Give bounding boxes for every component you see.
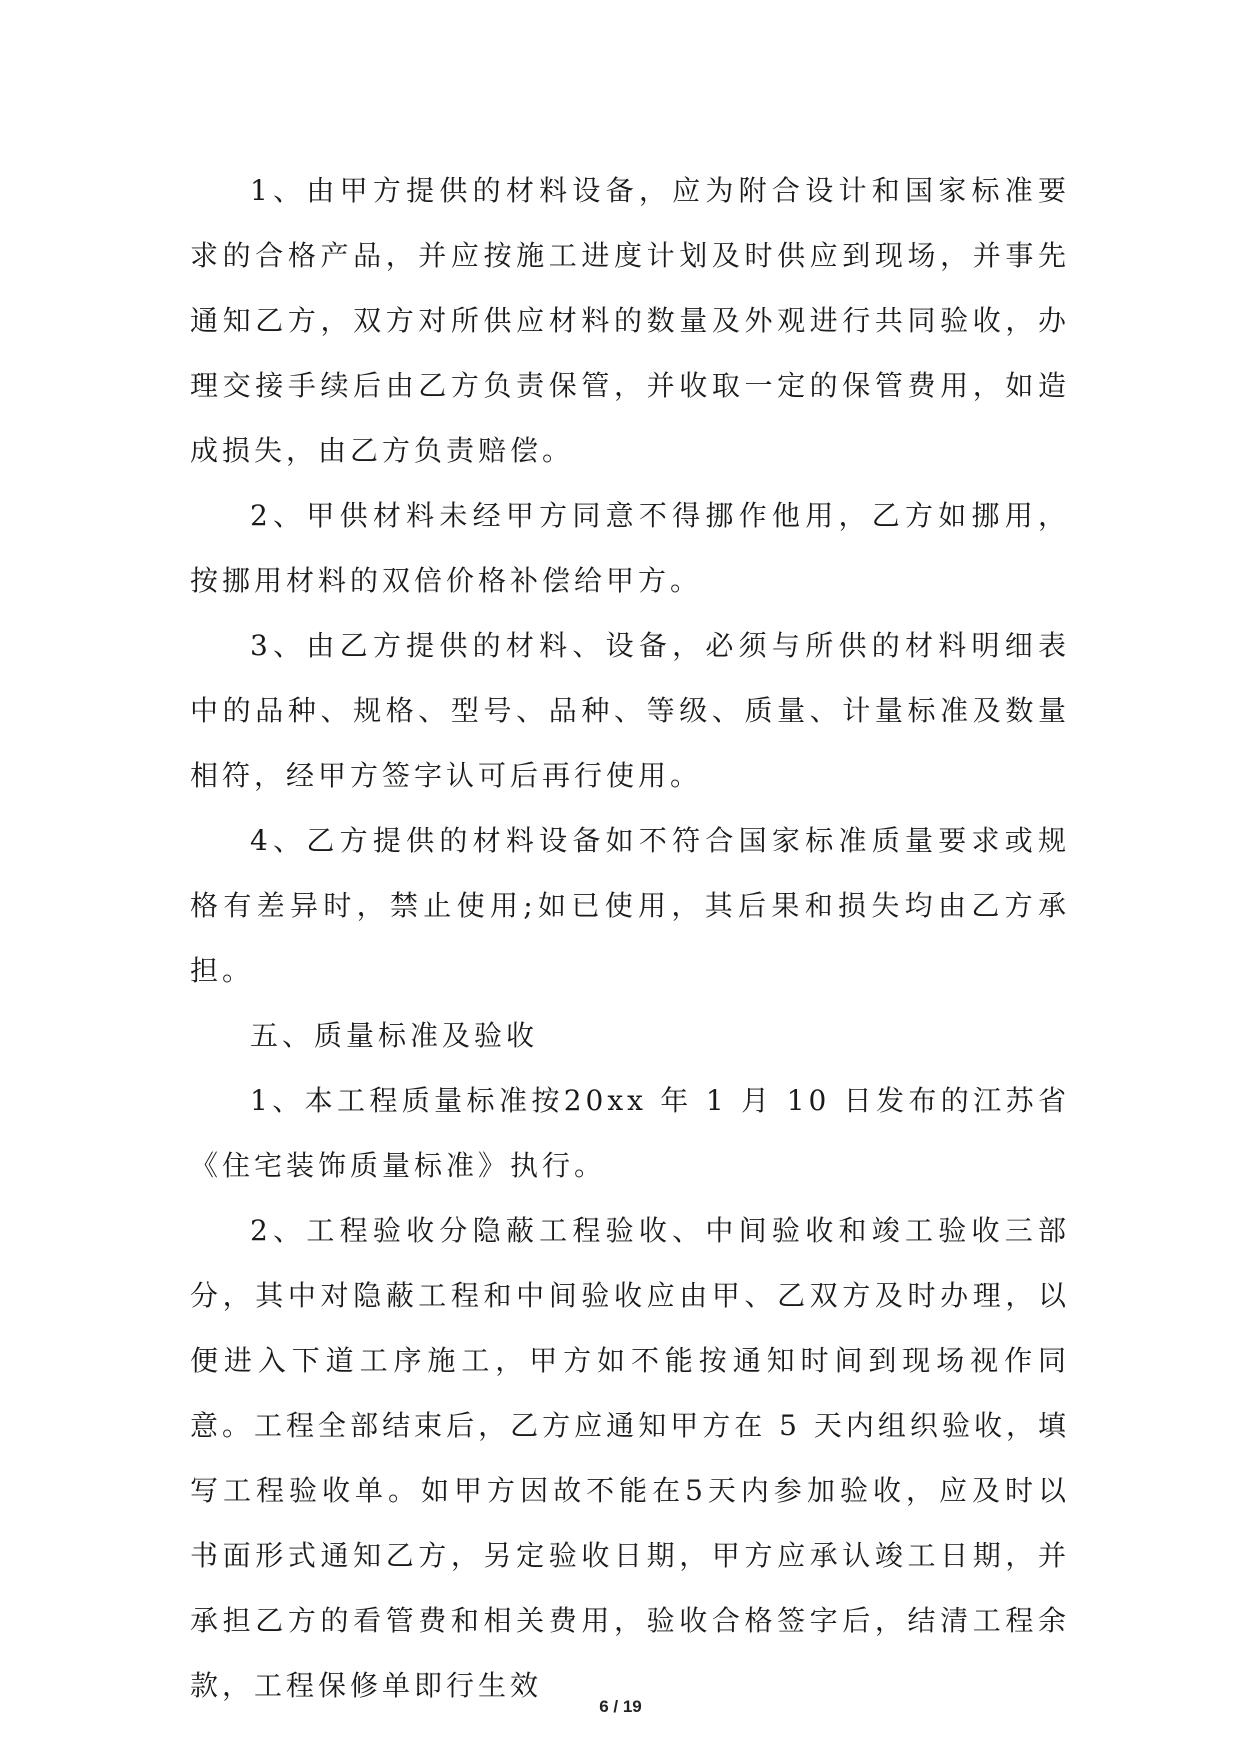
paragraph-3: 3、由乙方提供的材料、设备，必须与所供的材料明细表中的品种、规格、型号、品种、等级、质量、计量标准及数量相符，经甲方签字认可后再行使用。 [190, 629, 1070, 792]
paragraph-2: 2、甲供材料未经甲方同意不得挪作他用，乙方如挪用，按挪用材料的双倍价格补偿给甲方。 [190, 499, 1070, 597]
paragraph-6: 2、工程验收分隐蔽工程验收、中间验收和竣工验收三部分，其中对隐蔽工程和中间验收应由甲、乙双方及时办理，以便进入下道工序施工，甲方如不能按通知时间到现场视作同意。工程全部结束后，乙方应通知甲方在 5 天内组织验收，填写工程验收单。如甲方因故不能在5天内参加验收，应及时以书面形式通知乙方，另定验收日期，甲方应承认竣工日期，并承担乙方的看管费和相关费用，验收合格签字后，结清工程余款，工程保修单即行生效 [190, 1214, 1070, 1702]
paragraph-1: 1、由甲方提供的材料设备，应为附合设计和国家标准要求的合格产品，并应按施工进度计划及时供应到现场，并事先通知乙方，双方对所供应材料的数量及外观进行共同验收，办理交接手续后由乙方负责保管，并收取一定的保管费用，如造成损失，由乙方负责赔偿。 [190, 174, 1070, 467]
paragraph-4: 4、乙方提供的材料设备如不符合国家标准质量要求或规格有差异时，禁止使用;如已使用，其后果和损失均由乙方承担。 [190, 824, 1070, 987]
document-body [190, 158, 1070, 1718]
paragraph-5: 1、本工程质量标准按20xx 年 1 月 10 日发布的江苏省《住宅装饰质量标准》执行。 [190, 1084, 1070, 1182]
section-heading: 五、质量标准及验收 [250, 1019, 539, 1052]
page-number: 6 / 19 [599, 1697, 642, 1716]
